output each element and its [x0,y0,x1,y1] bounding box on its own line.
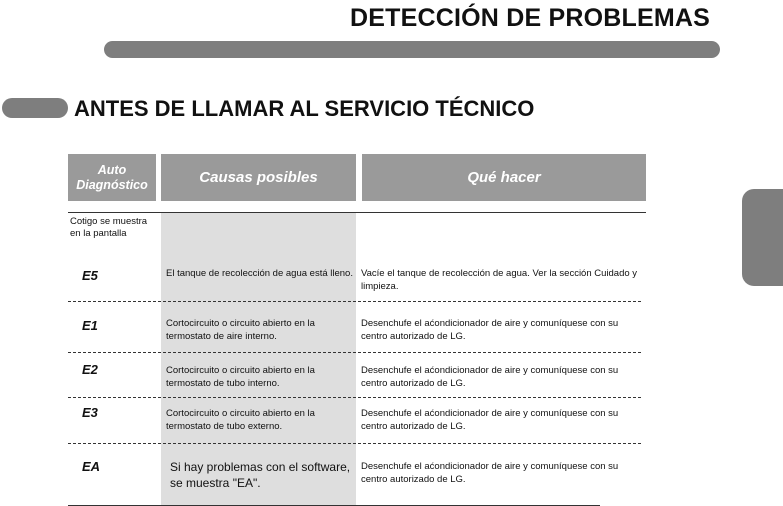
action-text: Desenchufe el aćondicionador de aire y comuníquese con su centro autorizado de LG. [361,408,619,432]
possible-cause: Cortocircuito o circuito abierto en la termostato de tubo externo. [166,408,315,432]
header-causas-posibles: Causas posibles [161,154,356,201]
error-code: E3 [82,405,98,420]
row-divider [68,397,641,398]
action-text: Desenchufe el aćondicionador de aire y comuníquese con su centro autorizado de LG. [361,318,619,342]
section-title: ANTES DE LLAMAR AL SERVICIO TÉCNICO [74,96,535,121]
action-text: Desenchufe el aćondicionador de aire y comuníquese con su centro autorizado de LG. [361,365,619,389]
error-code: EA [82,459,101,474]
section-marker-pill [2,98,68,118]
possible-cause: Si hay problemas con el software, se muestra "EA". [170,460,351,490]
header-auto-diagnostico: Auto Diagnóstico [68,154,156,201]
possible-cause: Cortocircuito o circuito abierto en la termostato de aire interno. [166,318,315,342]
error-code: E2 [82,362,98,377]
error-code: E1 [82,318,98,333]
intro-text: Cotigo se muestra en la pantalla [70,216,148,239]
page-title: DETECCIÓN DE PROBLEMAS [350,4,710,32]
possible-cause: Cortocircuito o circuito abierto en la termostato de tubo interno. [166,365,315,389]
header-que-hacer: Qué hacer [362,154,646,201]
action-text: Desenchufe el aćondicionador de aire y comuníquese con su centro autorizado de LG. [361,461,619,485]
action-text: Vacíe el tanque de recolección de agua. Ver la sección Cuidado y limpieza. [361,268,638,292]
title-underline-bar [104,41,720,58]
side-tab-marker [742,189,783,286]
header-divider [68,212,646,213]
row-divider [68,443,641,444]
error-code: E5 [82,268,98,283]
possible-cause: El tanque de recolección de agua está lleno. [166,268,353,279]
row-divider [68,301,641,302]
row-divider [68,352,641,353]
